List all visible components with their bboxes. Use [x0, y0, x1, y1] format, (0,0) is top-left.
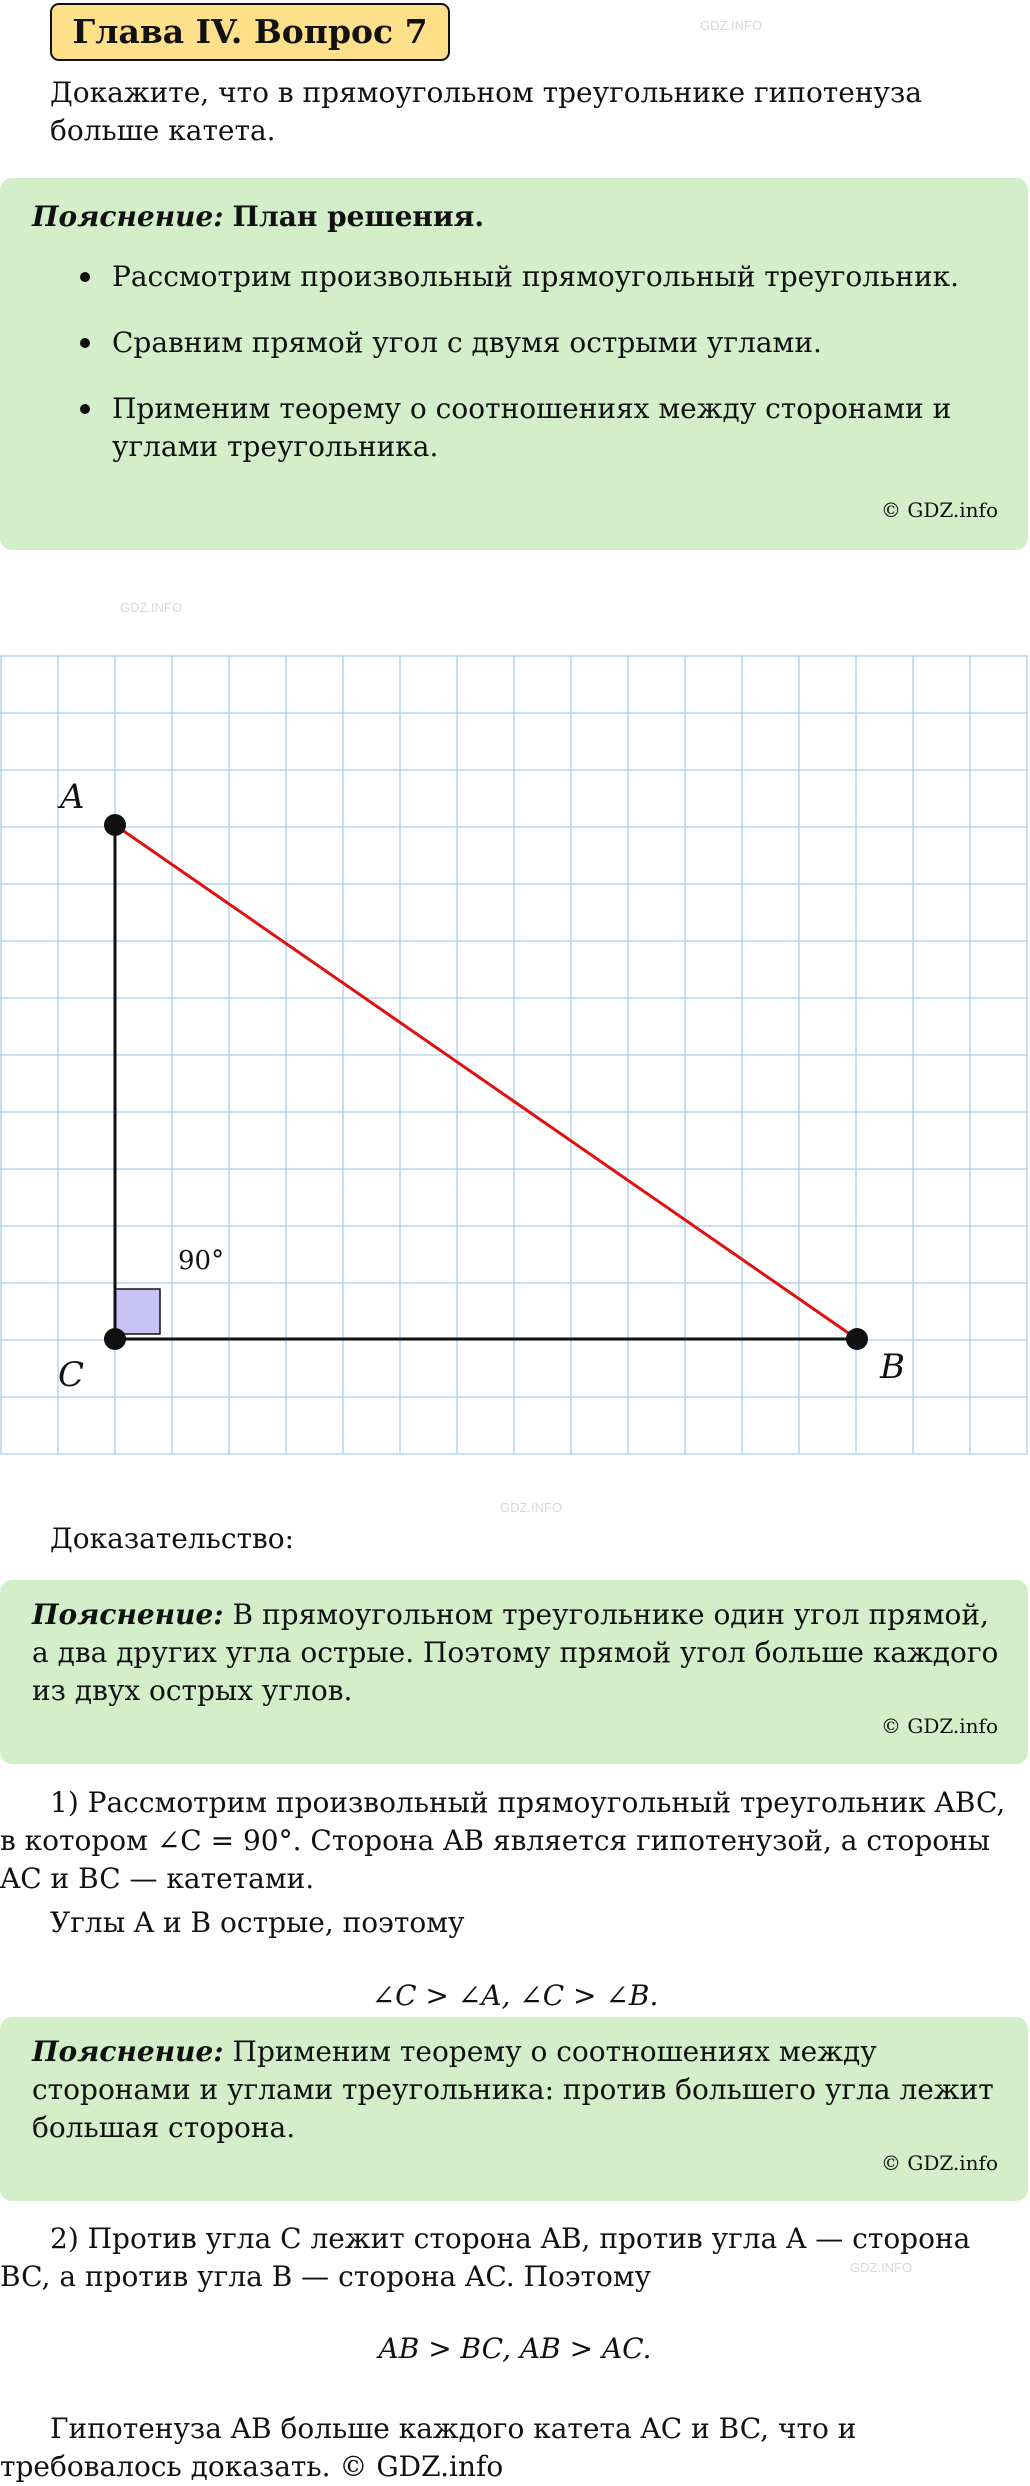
bullet-dot-icon [80, 272, 90, 282]
step-1-text: 1) Рассмотрим произвольный прямоугольный треугольник ABC, в котором ∠C = 90°. Сторона AB является гипотенузой, а стороны AC и BC — катетами. [0, 1786, 1006, 1895]
plan-credit: © GDZ.info [881, 498, 998, 522]
vertex-a [104, 814, 126, 836]
vertex-c [104, 1328, 126, 1350]
plan-title [32, 198, 484, 236]
note-credit: © GDZ.info [881, 2151, 998, 2175]
vertex-b [846, 1328, 868, 1350]
triangle-figure-svg [0, 655, 1030, 1455]
label-a: A [60, 777, 85, 817]
chapter-title: Глава IV. Вопрос 7 [50, 3, 450, 61]
angle-label: 90° [178, 1246, 225, 1276]
task-text: Докажите, что в прямоугольном треугольнике гипотенуза больше катета. [50, 76, 922, 147]
triangle-figure [0, 655, 1030, 1459]
label-c: C [58, 1355, 85, 1395]
proof-title: Доказательство: [50, 1522, 295, 1555]
note-label: Пояснение: [32, 2035, 224, 2068]
plan-note [0, 178, 1028, 550]
bullet-dot-icon [80, 338, 90, 348]
note-text [32, 1596, 1002, 1710]
hypotenuse-ab [115, 825, 857, 1339]
angle-inequality: ∠C > ∠A, ∠C > ∠B. [371, 1979, 659, 2012]
plan-bullet: Рассмотрим произвольный прямоугольный треугольник. [80, 258, 980, 296]
conclusion-text: Гипотенуза AB больше каждого катета AC и BC, что и требовалось доказать. © GDZ.info [0, 2412, 857, 2483]
plan-heading: План решения. [232, 200, 485, 233]
plan-bullet: Сравним прямой угол с двумя острыми углами. [80, 324, 980, 362]
explanation-note [0, 1580, 1028, 1764]
note-label: Пояснение: [32, 1598, 224, 1631]
right-angle-marker [115, 1289, 160, 1334]
note-body: В прямоугольном треугольнике один угол прямой, а два других угла острые. Поэтому прямой угол больше каждого из двух острых углов. [32, 1598, 999, 1707]
step-2-text: 2) Против угла C лежит сторона AB, против угла A — сторона BC, а против угла B — сторона AC. Поэтому [0, 2222, 971, 2293]
label-b: B [880, 1347, 905, 1387]
side-inequality: AB > BC, AB > AC. [378, 2332, 652, 2365]
bullet-dot-icon [80, 404, 90, 414]
note-text [32, 2033, 1002, 2147]
plan-note-label: Пояснение: [32, 200, 224, 233]
note-body: Применим теорему о соотношениях между сторонами и углами треугольника: против большего угла лежит большая сторона. [32, 2035, 994, 2144]
plan-bullet: Применим теорему о соотношениях между сторонами и углами треугольника. [80, 390, 1000, 466]
step-1-conclusion: Углы A и B острые, поэтому [50, 1906, 465, 1939]
note-credit: © GDZ.info [881, 1714, 998, 1738]
explanation-note [0, 2017, 1028, 2201]
